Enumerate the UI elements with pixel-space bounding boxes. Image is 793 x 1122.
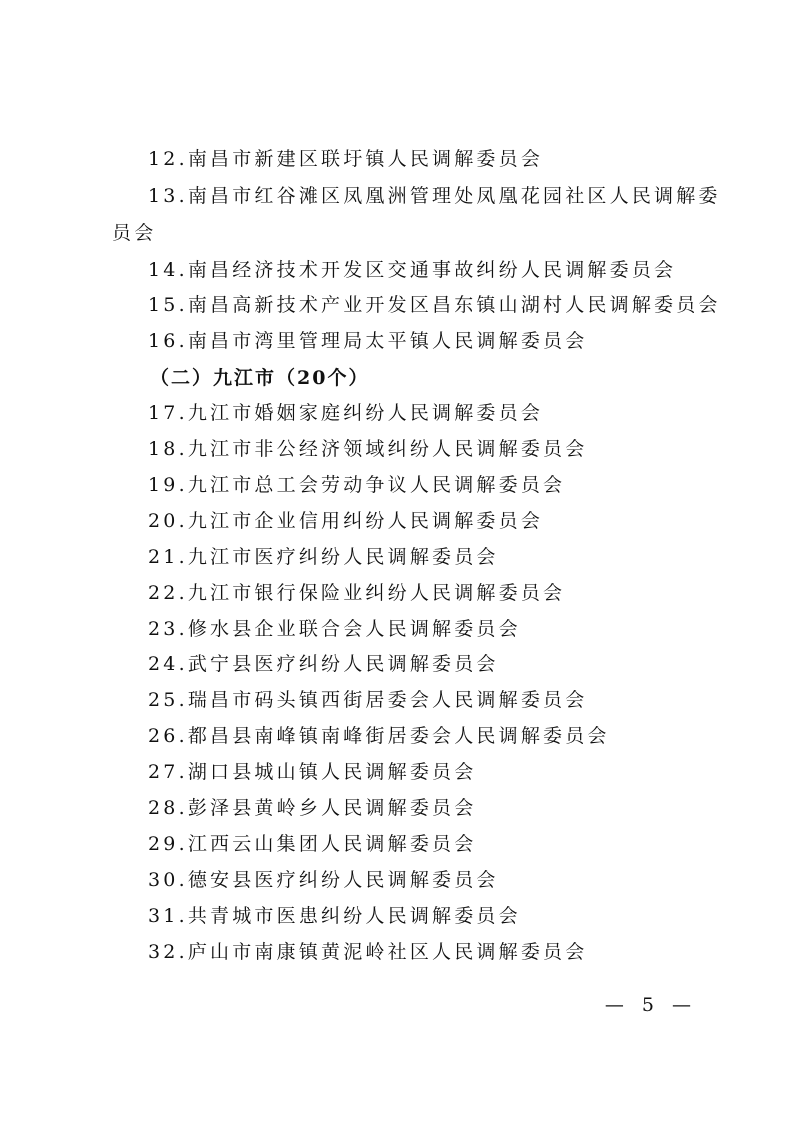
list-item: 21.九江市医疗纠纷人民调解委员会 <box>148 546 499 568</box>
list-item: 17.九江市婚姻家庭纠纷人民调解委员会 <box>148 402 544 424</box>
list-item: 29.江西云山集团人民调解委员会 <box>148 833 477 855</box>
list-item: 28.彭泽县黄岭乡人民调解委员会 <box>148 797 477 819</box>
list-item-continuation: 员会 <box>112 222 157 244</box>
list-item: 30.德安县医疗纠纷人民调解委员会 <box>148 869 499 891</box>
list-item: 24.武宁县医疗纠纷人民调解委员会 <box>148 653 499 675</box>
list-item: 12.南昌市新建区联圩镇人民调解委员会 <box>148 148 544 170</box>
list-item: 22.九江市银行保险业纠纷人民调解委员会 <box>148 582 566 604</box>
list-item: 26.都昌县南峰镇南峰街居委会人民调解委员会 <box>148 725 610 747</box>
list-item: 23.修水县企业联合会人民调解委员会 <box>148 618 521 640</box>
list-item: 25.瑞昌市码头镇西街居委会人民调解委员会 <box>148 689 588 711</box>
list-item: 13.南昌市红谷滩区凤凰洲管理处凤凰花园社区人民调解委 <box>148 185 721 207</box>
list-item: 15.南昌高新技术产业开发区昌东镇山湖村人民调解委员会 <box>148 294 721 316</box>
page-number: — 5 — <box>604 994 697 1016</box>
list-item: 27.湖口县城山镇人民调解委员会 <box>148 761 477 783</box>
list-item: 16.南昌市湾里管理局太平镇人民调解委员会 <box>148 330 588 352</box>
list-item: 19.九江市总工会劳动争议人民调解委员会 <box>148 474 566 496</box>
section-heading: （二）九江市（20个） <box>150 367 370 389</box>
list-item: 18.九江市非公经济领域纠纷人民调解委员会 <box>148 438 588 460</box>
list-item: 14.南昌经济技术开发区交通事故纠纷人民调解委员会 <box>148 259 677 281</box>
list-item: 31.共青城市医患纠纷人民调解委员会 <box>148 905 521 927</box>
list-item: 20.九江市企业信用纠纷人民调解委员会 <box>148 510 544 532</box>
list-item: 32.庐山市南康镇黄泥岭社区人民调解委员会 <box>148 941 588 963</box>
